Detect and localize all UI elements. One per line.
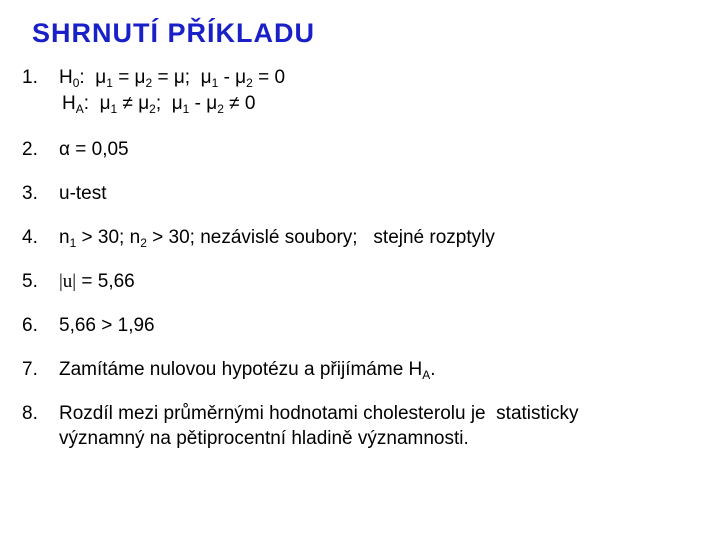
item-number: 2. [22, 139, 38, 160]
h-letter: H [62, 93, 76, 114]
alternative-hypothesis [62, 92, 255, 116]
colon: : [79, 67, 85, 88]
subscript: 2 [149, 102, 156, 116]
subscript: 1 [211, 76, 219, 90]
colon: : [83, 93, 90, 114]
conclusion-line-2: významný na pětiprocentní hladině významnosti. [59, 428, 469, 449]
condition-text: > 30; n [76, 227, 141, 248]
subscript: 1 [182, 102, 190, 116]
decision-text: Zamítáme nulovou hypotézu a přijímáme H [59, 359, 423, 380]
equation-part: ≠ 0 [229, 93, 256, 114]
alpha-value: α = 0,05 [59, 139, 129, 160]
equation-part: - μ [223, 67, 247, 88]
test-name: u-test [59, 183, 107, 204]
h-letter: H [59, 67, 73, 88]
n-symbol: n [59, 227, 70, 248]
period: . [430, 359, 436, 380]
subscript: 2 [140, 236, 147, 250]
conditions [59, 226, 495, 250]
subscript: 2 [217, 102, 224, 116]
equation-part: - μ [194, 93, 218, 114]
slide-title: SHRNUTÍ PŘÍKLADU [32, 18, 315, 48]
subscript: 1 [106, 76, 113, 90]
mu-symbol: μ [171, 93, 183, 114]
conclusion-line-1: Rozdíl mezi průměrnými hodnotami cholesterolu je statisticky [59, 403, 579, 424]
item-number: 5. [22, 271, 38, 292]
equation-part: = μ [118, 67, 146, 88]
abs-u: |u| [59, 271, 77, 292]
h-subscript: A [75, 102, 84, 116]
condition-text: > 30; nezávislé soubory; stejné rozptyly [146, 227, 495, 248]
comparison: 5,66 > 1,96 [59, 315, 155, 336]
item-number: 7. [22, 359, 38, 380]
item-number: 8. [22, 403, 38, 424]
mu-symbol: μ [200, 67, 212, 88]
item-number: 4. [22, 227, 38, 248]
mu-symbol: μ [95, 67, 107, 88]
null-hypothesis [59, 66, 285, 90]
subscript: 2 [145, 76, 153, 90]
equation-part: = μ; [157, 67, 191, 88]
statistic-value: = 5,66 [76, 271, 135, 292]
item-number: 1. [22, 67, 38, 88]
mu-symbol: μ [99, 93, 111, 114]
semicolon: ; [155, 93, 162, 114]
test-statistic [59, 270, 135, 294]
subscript: 1 [69, 236, 77, 250]
h-subscript: 0 [72, 76, 80, 90]
equation-part: = 0 [258, 67, 286, 88]
subscript: 1 [110, 102, 118, 116]
subscript: A [422, 368, 431, 382]
decision [59, 358, 436, 382]
subscript: 2 [246, 76, 253, 90]
item-number: 6. [22, 315, 38, 336]
item-number: 3. [22, 183, 38, 204]
equation-part: ≠ μ [122, 93, 150, 114]
